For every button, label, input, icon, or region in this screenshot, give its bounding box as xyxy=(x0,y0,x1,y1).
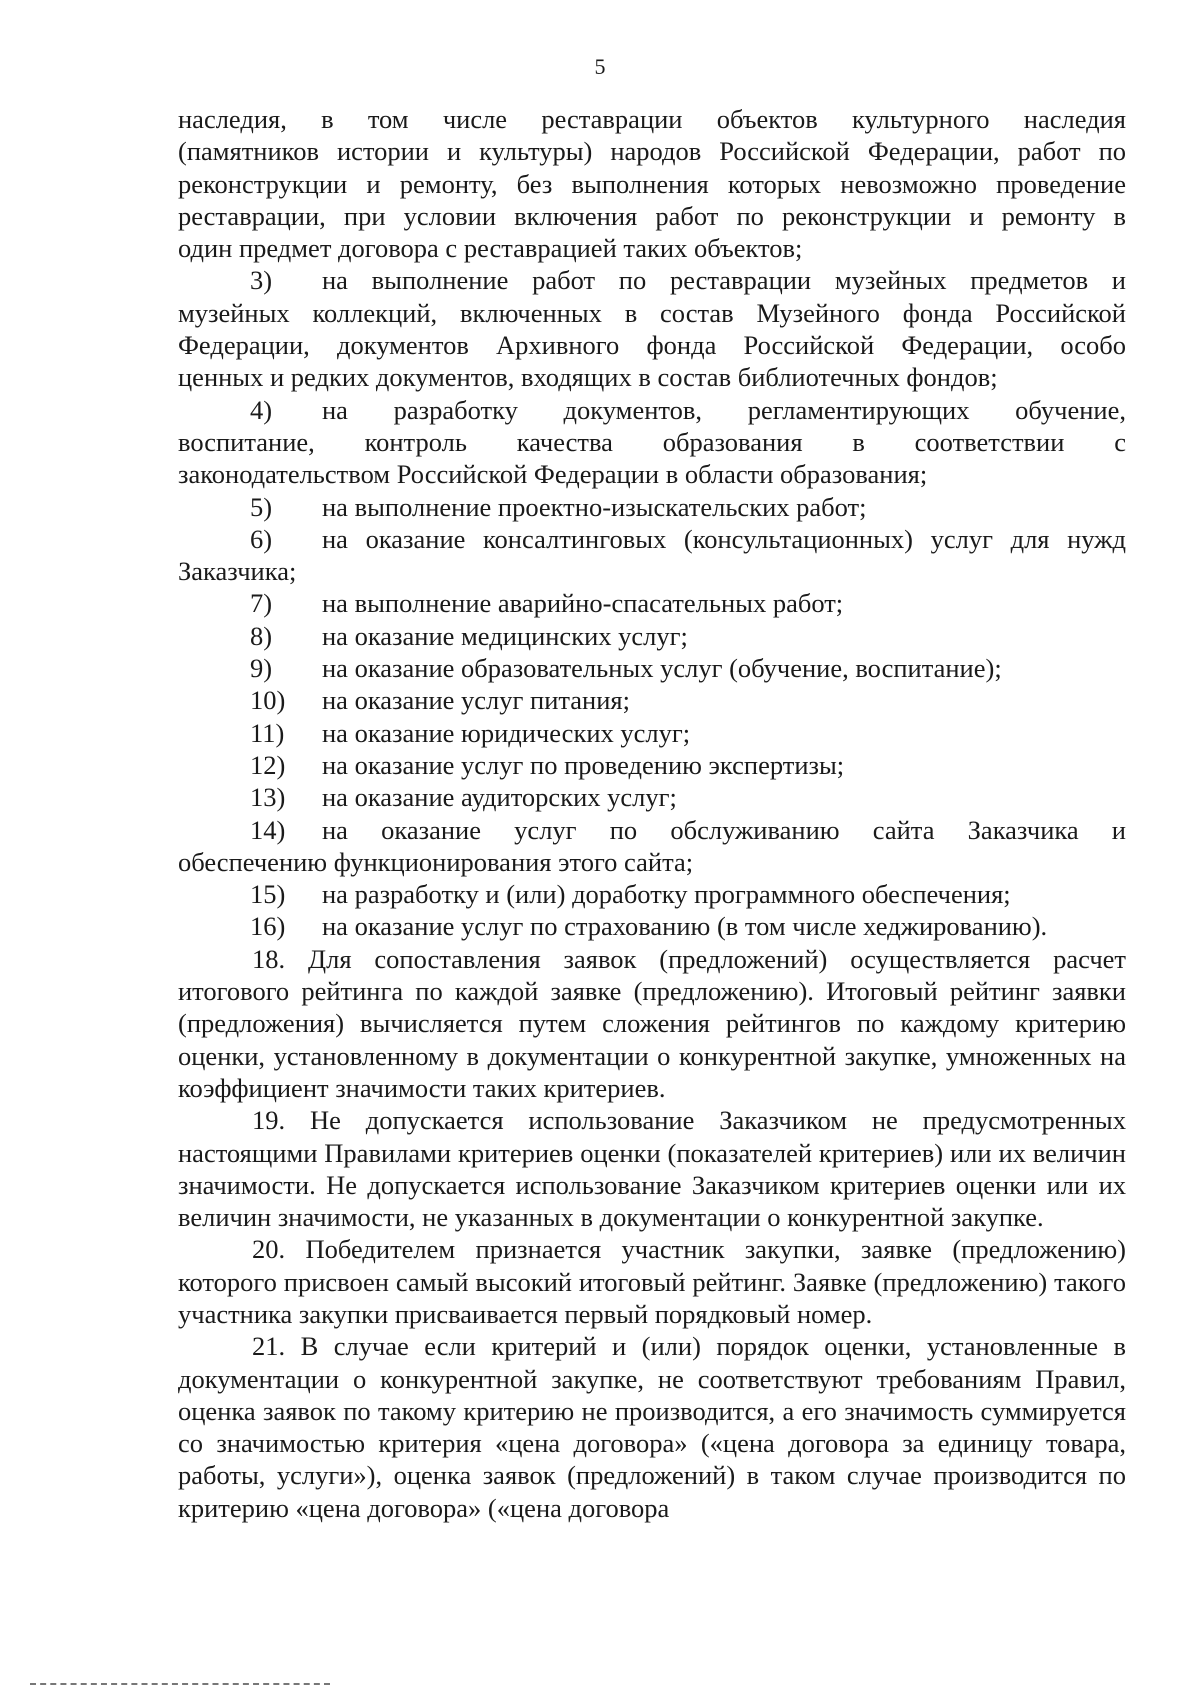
paragraph-18: 18. Для сопоставления заявок (предложений) осуществляется расчет итогового рейтинга по каждой заявке (предложению). Итоговый рейтинг заявки (предложения) вычисляется путем сложения рейтингов по каждому критерию оценки, установленному в документации о конкурентной закупке, умноженных на коэффициент значимости таких критериев. xyxy=(178,943,1126,1103)
list-item-3 xyxy=(178,264,1126,296)
intro-line: наследия, в том числе реставрации объектов культурного наследия xyxy=(178,104,1126,134)
list-item-text: на выполнение работ по реставрации музейных предметов и xyxy=(322,265,1126,296)
list-item-text: на разработку и (или) доработку программного обеспечения; xyxy=(322,879,1011,910)
paragraph-20: 20. Победителем признается участник закупки, заявке (предложению) которого присвоен самый высокий итоговый рейтинг. Заявке (предложению) такого участника закупки присваивается первый порядковый номер. xyxy=(178,1234,1126,1329)
list-item-5 xyxy=(178,491,1126,523)
list-item-text: на оказание аудиторских услуг; xyxy=(322,782,677,813)
list-item-text: на оказание образовательных услуг (обучение, воспитание); xyxy=(322,653,1002,684)
list-item-text: на выполнение проектно-изыскательских работ; xyxy=(322,491,867,522)
list-item-continuation: музейных коллекций, включенных в состав Музейного фонда Российской xyxy=(178,297,1126,328)
list-item-continuation: Заказчика; xyxy=(178,556,297,587)
document-body xyxy=(178,103,1126,1524)
list-item-continuation: ценных и редких документов, входящих в состав библиотечных фондов; xyxy=(178,362,998,393)
list-item-number: 4) xyxy=(250,394,273,425)
intro-line: реконструкции и ремонту, без выполнения которых невозможно проведение xyxy=(178,168,1126,199)
list-item-continuation: законодательством Российской Федерации в области образования; xyxy=(178,459,928,490)
list-item-number: 15) xyxy=(250,879,286,910)
list-item-text: на оказание услуг по обслуживанию сайта Заказчика и xyxy=(322,814,1126,845)
list-item-16 xyxy=(178,910,1126,942)
page-number: 5 xyxy=(594,54,606,79)
list-item-text: на оказание юридических услуг; xyxy=(322,717,691,748)
list-item-13 xyxy=(178,781,1126,813)
list-item-number: 8) xyxy=(250,620,273,651)
list-item-7 xyxy=(178,587,1126,619)
list-item-12 xyxy=(178,749,1126,781)
list-item-10 xyxy=(178,684,1126,716)
list-item-number: 12) xyxy=(250,749,286,780)
list-item-text: на оказание услуг по проведению экспертизы; xyxy=(322,749,845,780)
list-item-15 xyxy=(178,878,1126,910)
intro-line: один предмет договора с реставрацией таких объектов; xyxy=(178,233,803,264)
list-item-text: на оказание услуг по страхованию (в том числе хеджированию). xyxy=(322,911,1048,942)
list-item-14 xyxy=(178,814,1126,846)
list-item-number: 6) xyxy=(250,523,273,554)
list-item-number: 5) xyxy=(250,491,273,522)
list-item-11 xyxy=(178,717,1126,749)
list-item-number: 3) xyxy=(250,265,273,296)
list-item-text: на оказание медицинских услуг; xyxy=(322,620,688,651)
list-item-9 xyxy=(178,652,1126,684)
list-item-text: на оказание консалтинговых (консультационных) услуг для нужд xyxy=(322,523,1126,554)
list-item-number: 10) xyxy=(250,685,286,716)
list-item-number: 7) xyxy=(250,588,273,619)
list-item-8 xyxy=(178,620,1126,652)
paragraph-21: 21. В случае если критерий и (или) порядок оценки, установленные в документации о конкурентной закупке, не соответствуют требованиям Правил, оценка заявок по такому критерию не производится, а его значимость суммируется со значимостью критерия «цена договора» («цена договора за единицу товара, работы, услуги»), оценка заявок (предложений) в таком случае производится по критерию «цена договора» («цена договора xyxy=(178,1331,1126,1523)
scan-artifact-line xyxy=(30,1683,330,1685)
list-item-number: 16) xyxy=(250,911,286,942)
list-item-continuation: обеспечению функционирования этого сайта; xyxy=(178,846,694,877)
list-item-number: 13) xyxy=(250,782,286,813)
list-item-number: 11) xyxy=(250,717,285,748)
list-item-number: 14) xyxy=(250,814,286,845)
list-item-4 xyxy=(178,394,1126,426)
paragraph-19: 19. Не допускается использование Заказчиком не предусмотренных настоящими Правилами критериев оценки (показателей критериев) или их величин значимости. Не допускается использование Заказчиком критериев оценки или их величин значимости, не указанных в документации о конкурентной закупке. xyxy=(178,1105,1126,1233)
list-item-number: 9) xyxy=(250,653,273,684)
list-item-continuation: Федерации, документов Архивного фонда Российской Федерации, особо xyxy=(178,330,1126,361)
list-item-6 xyxy=(178,523,1126,555)
list-item-text: на разработку документов, регламентирующих обучение, xyxy=(322,394,1126,425)
intro-line: (памятников истории и культуры) народов Российской Федерации, работ по xyxy=(178,136,1126,167)
intro-line: реставрации, при условии включения работ по реконструкции и ремонту в xyxy=(178,200,1126,231)
list-item-text: на выполнение аварийно-спасательных работ; xyxy=(322,588,844,619)
list-item-continuation: воспитание, контроль качества образования в соответствии с xyxy=(178,426,1126,457)
list-item-text: на оказание услуг питания; xyxy=(322,685,630,716)
